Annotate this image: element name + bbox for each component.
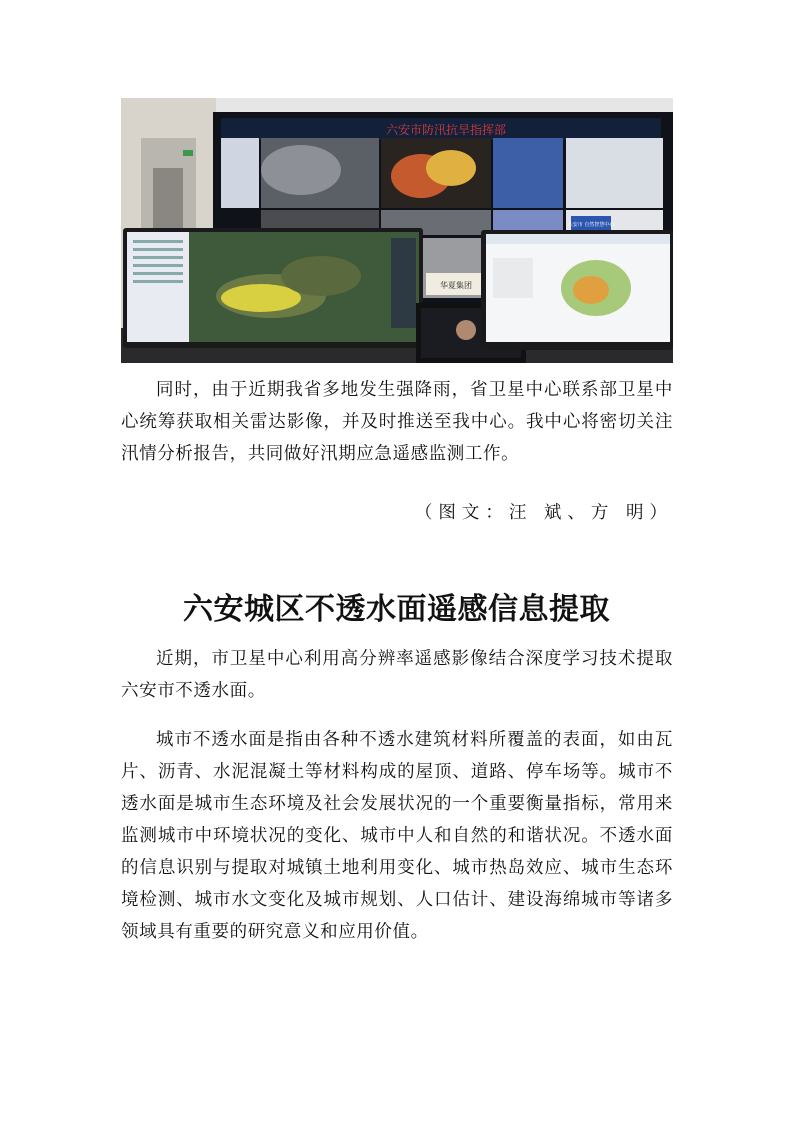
article1-credit: （图文：汪 斌、方 明） [414,503,673,523]
sign-text: 华夏集团 [440,281,472,290]
article2-paragraph2: 城市不透水面是指由各种不透水建筑材料所覆盖的表面，如由瓦片、沥青、水泥混凝土等材料构成的屋顶、道路、停车场等。城市不透水面是城市生态环境及社会发展状况的一个重要衡量指标，常用来监测城市中环境状况的变化、城市中人和自然的和谐状况。不透水面的信息识别与提取对城镇土地利用变化、城市热岛效应、城市生态环境检测、城市水文变化及城市规划、人口估计、建设海绵城市等诸多领域具有重要的研究意义和应用价值。 [121,730,673,942]
article2-paragraph1: 近期，市卫星中心利用高分辨率遥感影像结合深度学习技术提取六安市不透水面。 [121,649,673,701]
article2-title: 六安城区不透水面遥感信息提取 [183,592,610,627]
article1-paragraph: 同时，由于近期我省多地发生强降雨，省卫星中心联系部卫星中心统筹获取相关雷达影像，并及时推送至我中心。我中心将密切关注汛情分析报告，共同做好汛期应急遥感监测工作。 [121,380,673,464]
screen-banner: 六安市防汛抗旱指挥部 [385,123,507,137]
command-center-photo [121,98,673,363]
right-panel-text: 六安市 自然智慧中心 [567,222,615,228]
